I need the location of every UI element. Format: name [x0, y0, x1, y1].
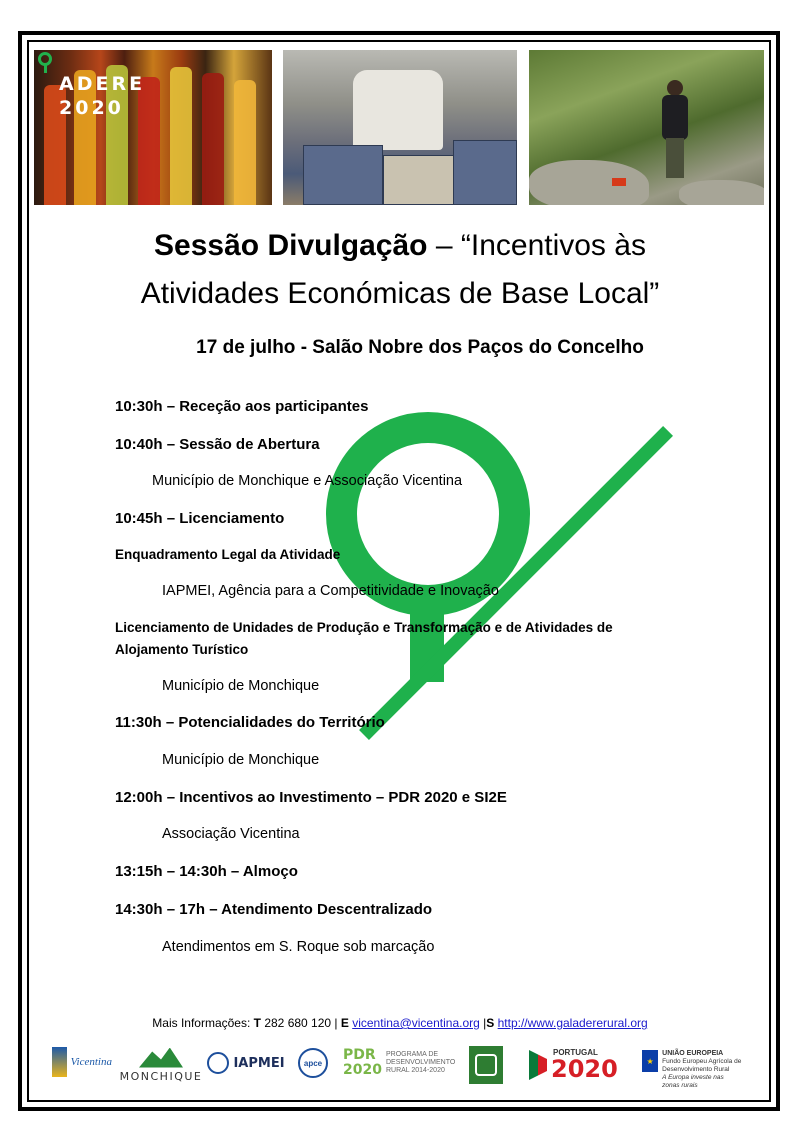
- email-link[interactable]: vicentina@vicentina.org: [352, 1016, 480, 1030]
- program-item: 13:15h – 14:30h – Almoço: [115, 863, 298, 880]
- program-item: 12:00h – Incentivos ao Investimento – PDR 2020 e SI2E: [115, 789, 507, 806]
- program-speaker: IAPMEI, Agência para a Competitividade e Inovação: [162, 583, 499, 599]
- program-speaker: Município de Monchique e Associação Vicentina: [152, 473, 463, 489]
- monchique-logo: MONCHIQUE: [118, 1045, 204, 1085]
- program-item: 10:45h – Licenciamento: [115, 510, 285, 527]
- vicentina-logo: Vicentina: [52, 1044, 112, 1080]
- program-speaker: Município de Monchique: [162, 678, 320, 694]
- title-rest: – “Incentivos às: [427, 229, 646, 262]
- program-item: 14:30h – 17h – Atendimento Descentralizado: [115, 901, 433, 918]
- program-subitem: Licenciamento de Unidades de Produção e Transformação e de Atividades de: [115, 620, 613, 635]
- program-subitem: Alojamento Turístico: [115, 642, 249, 657]
- adere-logo: ADERE 2020: [59, 73, 146, 119]
- program-item: 10:30h – Receção aos participantes: [115, 398, 369, 415]
- program-subitem: Enquadramento Legal da Atividade: [115, 547, 341, 562]
- program-item: 11:30h – Potencialidades do Território: [115, 714, 385, 731]
- pdr2020-logo: PDR 2020 PROGRAMA DE DESENVOLVIMENTO RURAL 2014-2020: [343, 1047, 456, 1078]
- eu-feader-logo: ★ UNIÃO EUROPEIA Fundo Europeu Agrícola de Desenvolvimento Rural A Europa investe nas zonas rurais: [642, 1050, 742, 1088]
- leader-logo: [469, 1046, 503, 1084]
- website-link[interactable]: http://www.galadererural.org: [497, 1016, 648, 1030]
- iapmei-logo: IAPMEI: [206, 1050, 286, 1076]
- title-bold: Sessão Divulgação: [154, 229, 428, 262]
- apce-logo: apce: [298, 1048, 328, 1078]
- program-item: 10:40h – Sessão de Abertura: [115, 436, 320, 453]
- page-title-line2: Atividades Económicas de Base Local”: [140, 277, 660, 310]
- contact-info: Mais Informações: T 282 680 120 | E vicentina@vicentina.org |S http://www.galadererural.org: [152, 1016, 648, 1030]
- program-speaker: Associação Vicentina: [162, 826, 300, 842]
- program-speaker: Município de Monchique: [162, 752, 320, 768]
- portugal2020-logo: PORTUGAL 2020: [529, 1046, 621, 1084]
- event-date-location: 17 de julho - Salão Nobre dos Paços do Concelho: [196, 337, 644, 358]
- program-speaker: Atendimentos em S. Roque sob marcação: [162, 939, 435, 955]
